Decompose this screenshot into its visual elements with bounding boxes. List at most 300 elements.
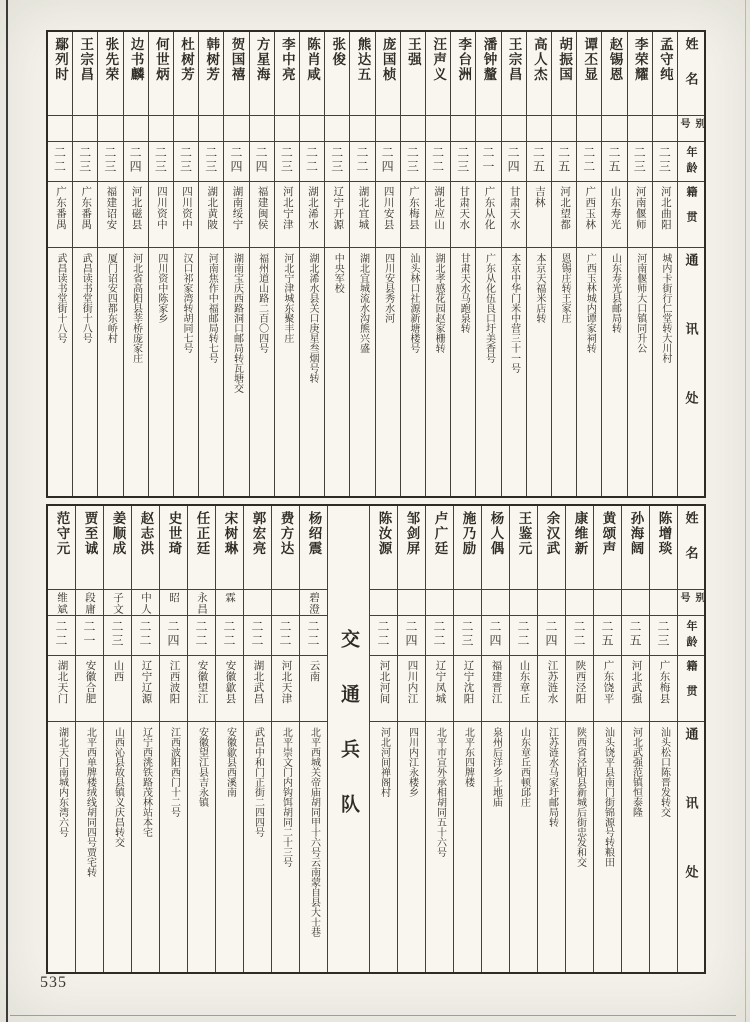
person-address-cell [602, 248, 626, 496]
person-age-cell [48, 142, 72, 182]
person-column [501, 32, 526, 496]
person-native-place-cell [160, 656, 187, 722]
person-age-cell [538, 616, 565, 656]
person-native-place-cell [502, 182, 526, 248]
person-native-place-cell [602, 182, 626, 248]
person-native-place: 吉林 [533, 186, 545, 208]
person-native-place: 广东从化 [483, 186, 495, 230]
person-age-cell [401, 142, 425, 182]
person-address: 甘肃天水马跑泉转 [458, 253, 470, 333]
person-name: 张俊 [330, 37, 346, 67]
person-alias-cell [174, 116, 198, 142]
person-age: 二五 [628, 620, 642, 648]
person-native-place-cell [454, 656, 481, 722]
person-age-cell [250, 142, 274, 182]
person-name: 鄢列时 [53, 37, 69, 82]
person-column [198, 32, 223, 496]
person-age: 二二 [250, 620, 264, 648]
person-age: 二一 [82, 620, 96, 648]
person-address-cell [426, 722, 453, 972]
person-native-place: 云南 [308, 660, 320, 682]
person-address: 广东从化伍良口圩美香号 [483, 253, 495, 363]
person-age-cell [300, 142, 324, 182]
person-name: 黄颂声 [600, 511, 616, 556]
person-alias-cell [244, 590, 271, 616]
person-age: 二三 [460, 620, 474, 648]
person-address-cell [566, 722, 593, 972]
person-address-cell [272, 722, 299, 972]
header-native-label: 籍贯 [685, 660, 697, 710]
person-name: 何世炳 [153, 37, 169, 82]
person-age: 二二 [516, 620, 530, 648]
person-name: 史世琦 [166, 511, 182, 556]
person-alias-cell [48, 590, 75, 616]
person-address-cell [376, 248, 400, 496]
person-address-cell [48, 248, 72, 496]
header-alias-label: 别号 [678, 118, 704, 130]
person-address: 本京天福米店转 [533, 253, 545, 323]
person-age: 二三 [455, 146, 470, 174]
person-native-place-cell [622, 656, 649, 722]
person-alias-cell [149, 116, 173, 142]
person-alias: 碧澄 [308, 592, 319, 615]
header-alias-cell [678, 590, 704, 616]
person-address: 山东寿光县邮局转 [609, 253, 621, 333]
person-name-cell [622, 506, 649, 590]
person-native-place: 辽宁开源 [332, 186, 344, 230]
person-column [299, 32, 324, 496]
person-native-place-cell [98, 182, 122, 248]
person-alias-cell [250, 116, 274, 142]
person-address: 河北省高阳县莘桥庞家庄 [130, 253, 142, 363]
person-name-cell [398, 506, 425, 590]
person-name-cell [577, 32, 601, 116]
person-native-place: 安徽歙县 [224, 660, 236, 704]
person-age-cell [160, 616, 187, 656]
person-address: 河北宁津城东聚丰庄 [281, 253, 293, 343]
person-address-cell [160, 722, 187, 972]
person-native-place-cell [476, 182, 500, 248]
person-native-place: 甘肃天水 [458, 186, 470, 230]
person-name-cell [132, 506, 159, 590]
person-age-cell [350, 142, 374, 182]
person-alias-cell [104, 590, 131, 616]
person-name: 邹剑屏 [404, 511, 420, 556]
person-name: 杨绍震 [306, 511, 322, 556]
person-name: 李荣耀 [632, 37, 648, 82]
person-alias-cell [502, 116, 526, 142]
person-native-place-cell [73, 182, 97, 248]
person-name: 赵志洪 [138, 511, 154, 556]
person-name-cell [552, 32, 576, 116]
person-name-cell [250, 32, 274, 116]
person-age: 二三 [329, 146, 344, 174]
person-address: 城内卡街行仁堂转大川村 [659, 253, 671, 363]
person-address-cell [527, 248, 551, 496]
person-age: 二二 [222, 620, 236, 648]
person-age-cell [132, 616, 159, 656]
person-address-cell [48, 722, 75, 972]
person-alias-cell [577, 116, 601, 142]
person-name: 余汉武 [544, 511, 560, 556]
person-address: 陕西省泾阳县新城后街忠发和交 [574, 727, 586, 867]
person-native-place: 福建晋江 [490, 660, 502, 704]
person-native-place: 广东番禺 [80, 186, 92, 230]
person-name: 孙海阔 [628, 511, 644, 556]
person-native-place-cell [48, 182, 72, 248]
person-alias: 维斌 [56, 592, 67, 615]
person-native-place: 湖北黄陂 [206, 186, 218, 230]
person-alias-cell [510, 590, 537, 616]
person-alias-cell [300, 116, 324, 142]
person-native-place: 四川安县 [382, 186, 394, 230]
person-native-place: 福建诏安 [105, 186, 117, 230]
person-address: 江西波阳西门十二号 [168, 727, 180, 817]
person-address: 湖北孝感花园赵家栅转 [433, 253, 445, 353]
person-address-cell [628, 248, 652, 496]
person-address: 汕头林口社源新塘楼号 [407, 253, 419, 353]
person-name-cell [538, 506, 565, 590]
person-address-cell [174, 248, 198, 496]
person-alias-cell [602, 116, 626, 142]
person-age: 二四 [544, 620, 558, 648]
person-address-cell [216, 722, 243, 972]
person-name-cell [174, 32, 198, 116]
person-name-cell [224, 32, 248, 116]
person-native-place: 广东梅县 [407, 186, 419, 230]
person-age: 二一 [480, 146, 495, 174]
person-column [526, 32, 551, 496]
person-alias-cell [376, 116, 400, 142]
person-age-cell [454, 616, 481, 656]
person-age: 二四 [488, 620, 502, 648]
person-address-cell [124, 248, 148, 496]
person-native-place: 四川资中 [181, 186, 193, 230]
person-address: 北平西城关帝庙胡同甲十六号云南蒙自县大士巷 [308, 727, 320, 937]
scan-edge-bottom-line [10, 1015, 736, 1016]
person-name-cell [272, 506, 299, 590]
person-address-cell [199, 248, 223, 496]
person-name-cell [124, 32, 148, 116]
person-alias: 子文 [112, 592, 123, 615]
person-alias-cell [527, 116, 551, 142]
person-age: 二二 [572, 620, 586, 648]
person-name-cell [566, 506, 593, 590]
person-age-cell [300, 616, 327, 656]
person-age-cell [73, 142, 97, 182]
person-alias: 昭 [168, 592, 179, 604]
person-address: 河南焦作中福邮局转七号 [206, 253, 218, 363]
header-name-cell [678, 506, 704, 590]
person-column [475, 32, 500, 496]
person-name-cell [188, 506, 215, 590]
person-name-cell [426, 506, 453, 590]
person-address: 武昌中和门正街二四四号 [252, 727, 264, 837]
person-name: 熊达五 [355, 37, 371, 82]
person-alias-cell [566, 590, 593, 616]
person-name-cell [594, 506, 621, 590]
person-column [215, 506, 243, 972]
person-age: 二三 [279, 146, 294, 174]
person-native-place-cell [124, 182, 148, 248]
person-age: 二三 [153, 146, 168, 174]
person-native-place: 湖北武昌 [252, 660, 264, 704]
person-address: 湖北宜城流水沟熊兴盛 [357, 253, 369, 353]
person-alias-cell [476, 116, 500, 142]
person-column [148, 32, 173, 496]
person-name: 康维新 [572, 511, 588, 556]
person-address: 厦门诏安四都东峤村 [105, 253, 117, 343]
person-native-place-cell [149, 182, 173, 248]
person-name: 张先荣 [103, 37, 119, 82]
person-alias: 中人 [140, 592, 151, 615]
person-age: 二三 [657, 146, 672, 174]
person-native-place: 河北天津 [280, 660, 292, 704]
scan-edge-left-line [6, 0, 8, 1022]
person-address-cell [350, 248, 374, 496]
person-address-cell [476, 248, 500, 496]
person-column [75, 506, 103, 972]
person-alias-cell [73, 116, 97, 142]
person-column [621, 506, 649, 972]
person-name-cell [104, 506, 131, 590]
header-age-label: 年龄 [685, 146, 697, 178]
header-age-cell [678, 616, 704, 656]
person-alias-cell [401, 116, 425, 142]
person-name: 谭丕显 [582, 37, 598, 82]
person-native-place: 辽宁辽源 [140, 660, 152, 704]
person-native-place-cell [482, 656, 509, 722]
person-address: 本京中华门米中营三十一号 [508, 253, 520, 373]
person-name-cell [482, 506, 509, 590]
person-column [48, 32, 72, 496]
person-column [453, 506, 481, 972]
person-age: 二四 [166, 620, 180, 648]
person-native-place-cell [132, 656, 159, 722]
person-alias-cell [538, 590, 565, 616]
person-name-cell [325, 32, 349, 116]
person-name: 贺国禧 [229, 37, 245, 82]
person-column [425, 32, 450, 496]
person-name-cell [454, 506, 481, 590]
person-age: 二四 [228, 146, 243, 174]
person-native-place-cell [426, 182, 450, 248]
person-age: 二二 [354, 146, 369, 174]
person-native-place: 广东梅县 [658, 660, 670, 704]
person-column [271, 506, 299, 972]
person-name: 汪声义 [431, 37, 447, 82]
person-native-place: 山东章丘 [518, 660, 530, 704]
person-native-place: 湖北应山 [433, 186, 445, 230]
person-age: 二五 [556, 146, 571, 174]
person-column [131, 506, 159, 972]
person-column [425, 506, 453, 972]
person-alias-cell [653, 116, 677, 142]
section-divider-column [327, 506, 369, 972]
person-address: 北平东四牌楼 [462, 727, 474, 787]
person-column [649, 506, 677, 972]
person-column [324, 32, 349, 496]
person-address: 泉州后洋乡土地庙 [490, 727, 502, 807]
person-age: 二二 [52, 146, 67, 174]
person-age: 二三 [178, 146, 193, 174]
person-alias-cell [622, 590, 649, 616]
person-address-cell [454, 722, 481, 972]
person-address-cell [653, 248, 677, 496]
header-address-cell [678, 248, 704, 496]
person-column [48, 506, 75, 972]
person-name: 贾至诚 [82, 511, 98, 556]
person-native-place-cell [199, 182, 223, 248]
person-address: 山东章丘西顿邱庄 [518, 727, 530, 807]
person-column [375, 32, 400, 496]
person-name-cell [199, 32, 223, 116]
person-age-cell [98, 142, 122, 182]
person-native-place-cell [104, 656, 131, 722]
person-alias-cell [216, 590, 243, 616]
person-native-place: 甘肃天水 [508, 186, 520, 230]
person-name-cell [426, 32, 450, 116]
person-name: 宋树琳 [222, 511, 238, 556]
person-native-place: 四川内江 [406, 660, 418, 704]
person-native-place: 山东寿光 [609, 186, 621, 230]
person-alias-cell [76, 590, 103, 616]
person-native-place-cell [577, 182, 601, 248]
person-column [299, 506, 327, 972]
person-age-cell [199, 142, 223, 182]
person-age: 二三 [203, 146, 218, 174]
person-column [450, 32, 475, 496]
header-alias-cell [678, 116, 704, 142]
person-age-cell [482, 616, 509, 656]
person-native-place-cell [275, 182, 299, 248]
person-age-cell [622, 616, 649, 656]
person-name-cell [602, 32, 626, 116]
person-age-cell [174, 142, 198, 182]
person-address-cell [482, 722, 509, 972]
person-age: 二二 [376, 620, 390, 648]
header-address-label: 通讯处 [683, 253, 699, 460]
person-address-cell [275, 248, 299, 496]
person-name: 边书麟 [128, 37, 144, 82]
person-native-place-cell [272, 656, 299, 722]
person-age-cell [653, 142, 677, 182]
person-address-cell [73, 248, 97, 496]
person-address-cell [538, 722, 565, 972]
person-name-cell [527, 32, 551, 116]
person-native-place: 广西玉林 [584, 186, 596, 230]
person-age: 二五 [606, 146, 621, 174]
person-alias-cell [48, 116, 72, 142]
header-address-label: 通讯处 [683, 727, 699, 934]
person-age-cell [188, 616, 215, 656]
person-name-cell [300, 506, 327, 590]
person-address: 安徽歙县西溪南 [224, 727, 236, 797]
person-age-cell [628, 142, 652, 182]
person-address-cell [98, 248, 122, 496]
person-age-cell [650, 616, 677, 656]
person-age-cell [426, 142, 450, 182]
person-name: 陈肖咸 [305, 37, 321, 82]
person-name-cell [98, 32, 122, 116]
person-name: 潘钟釐 [481, 37, 497, 82]
person-address: 安徽望江县吉永镇 [196, 727, 208, 807]
person-alias-cell [275, 116, 299, 142]
person-address-cell [370, 722, 397, 972]
person-address: 四川资中陈家乡 [155, 253, 167, 323]
person-address: 河南偃师大口镇同升公 [634, 253, 646, 353]
person-column [187, 506, 215, 972]
table-header-column [677, 32, 704, 496]
person-address-cell [132, 722, 159, 972]
person-name: 杨人偶 [488, 511, 504, 556]
person-native-place-cell [594, 656, 621, 722]
person-alias-cell [552, 116, 576, 142]
person-address-cell [502, 248, 526, 496]
person-age-cell [398, 616, 425, 656]
person-address: 四川安县秀水河 [382, 253, 394, 323]
person-address-cell [577, 248, 601, 496]
person-native-place: 辽宁凤城 [434, 660, 446, 704]
person-native-place-cell [398, 656, 425, 722]
person-native-place-cell [188, 656, 215, 722]
person-age-cell [527, 142, 551, 182]
person-age-cell [476, 142, 500, 182]
person-name-cell [653, 32, 677, 116]
person-address: 恩锡庄转王家庄 [559, 253, 571, 323]
person-alias-cell [426, 590, 453, 616]
person-address: 汕头饶平县南门街锦源号转粮田 [602, 727, 614, 867]
person-address: 北平崇文门内钩饵胡同二十三号 [280, 727, 292, 867]
person-native-place: 辽宁沈阳 [462, 660, 474, 704]
person-native-place-cell [653, 182, 677, 248]
person-native-place: 福建闽侯 [256, 186, 268, 230]
person-address-cell [650, 722, 677, 972]
person-column [397, 506, 425, 972]
person-age: 二五 [531, 146, 546, 174]
person-native-place-cell [325, 182, 349, 248]
person-name-cell [376, 32, 400, 116]
person-name-cell [216, 506, 243, 590]
person-name: 方星海 [254, 37, 270, 82]
person-address: 北平西单牌楼绒线胡同四号贾宅转 [84, 727, 96, 877]
person-native-place: 安徽合肥 [84, 660, 96, 704]
person-age: 二三 [656, 620, 670, 648]
person-address-cell [510, 722, 537, 972]
person-native-place-cell [401, 182, 425, 248]
person-alias: 段庸 [84, 592, 95, 615]
person-address-cell [552, 248, 576, 496]
person-alias-cell [451, 116, 475, 142]
person-name: 胡振国 [557, 37, 573, 82]
person-column [72, 32, 97, 496]
person-native-place-cell [350, 182, 374, 248]
person-age: 二三 [405, 146, 420, 174]
person-age: 二四 [254, 146, 269, 174]
person-age: 二二 [194, 620, 208, 648]
person-column [97, 32, 122, 496]
person-native-place: 河北望都 [559, 186, 571, 230]
person-age: 二二 [581, 146, 596, 174]
person-native-place: 陕西泾阳 [574, 660, 586, 704]
person-age: 二三 [77, 146, 92, 174]
person-address: 广西玉林城内谭家祠转 [584, 253, 596, 353]
header-age-label: 年龄 [685, 620, 697, 652]
person-age-cell [76, 616, 103, 656]
header-name-label: 姓名 [683, 37, 699, 107]
person-native-place: 广东番禺 [55, 186, 67, 230]
person-alias-cell [454, 590, 481, 616]
